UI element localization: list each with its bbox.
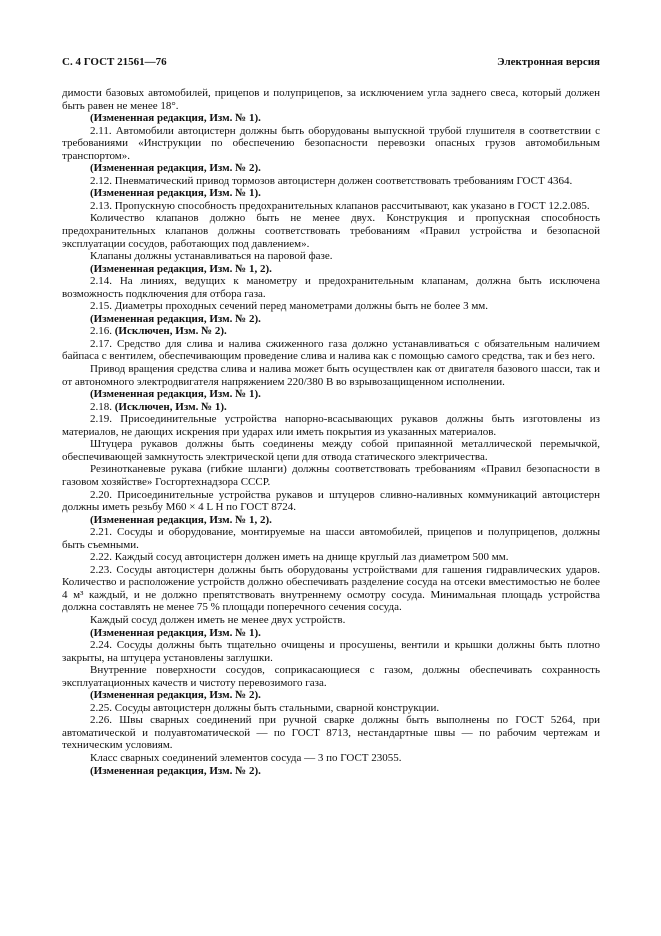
clause-paragraph: Класс сварных соединений элементов сосуда — 3 по ГОСТ 23055. bbox=[90, 751, 402, 764]
amendment-note: (Измененная редакция, Изм. № 1, 2). bbox=[90, 513, 272, 526]
clause-paragraph: 2.26. Швы сварных соединений при ручной сварке должны быть выполнены по ГОСТ 5264, при автоматической и полуавтоматической — по ГОСТ 8713, нестандартные швы — по рабочим чертежам и техническим условиям. bbox=[62, 714, 600, 752]
clause-paragraph: 2.25. Сосуды автоцистерн должны быть стальными, сварной конструкции. bbox=[90, 701, 440, 714]
exclusion-note: (Исключен, Изм. № 2). bbox=[114, 325, 227, 338]
excluded-clause bbox=[62, 325, 600, 338]
clause-paragraph: 2.22. Каждый сосуд автоцистерн должен иметь на днище круглый лаз диаметром 500 мм. bbox=[90, 551, 509, 564]
clause-paragraph: 2.17. Средство для слива и налива сжиженного газа должно устанавливаться с обязательным наличием байпаса с вентилем, обеспечивающим проведение слива и налива как с помощью самого средства, так и без него. bbox=[62, 337, 600, 363]
excluded-clause bbox=[62, 401, 600, 414]
clause-paragraph: 2.21. Сосуды и оборудование, монтируемые на шасси автомобилей, прицепов и полуприцепов, должны быть съемными. bbox=[62, 526, 600, 551]
amendment-note: (Измененная редакция, Изм. № 2). bbox=[90, 162, 261, 175]
clause-paragraph: 2.24. Сосуды должны быть тщательно очищены и просушены, вентили и крышки должны быть плотно закрыты, на штуцера установлены заглушки. bbox=[62, 639, 600, 664]
clause-paragraph: Штуцера рукавов должны быть соединены между собой припаянной металлической перемычкой, обеспечивающей замкнутость электрической цепи для отвода статического электричества. bbox=[62, 438, 600, 463]
amendment-note: (Измененная редакция, Изм. № 2). bbox=[90, 689, 261, 702]
clause-paragraph: Резинотканевые рукава (гибкие шланги) должны соответствовать требованиям «Правил безопасности в газовом хозяйстве» Госгортехнадзора СССР. bbox=[62, 463, 600, 488]
clause-number: 2.16. bbox=[90, 325, 115, 338]
amendment-note: (Измененная редакция, Изм. № 2). bbox=[90, 312, 261, 325]
clause-paragraph: Каждый сосуд должен иметь не менее двух устройств. bbox=[90, 613, 346, 626]
header-standard-ref: С. 4 ГОСТ 21561—76 bbox=[62, 56, 167, 68]
amendment-note: (Измененная редакция, Изм. № 1). bbox=[90, 388, 261, 401]
header-edition-label: Электронная версия bbox=[497, 56, 600, 68]
document-body bbox=[62, 87, 600, 777]
clause-paragraph: 2.15. Диаметры проходных сечений перед манометрами должны быть не более 3 мм. bbox=[90, 300, 488, 313]
clause-paragraph: Клапаны должны устанавливаться на паровой фазе. bbox=[90, 250, 333, 263]
clause-number: 2.18. bbox=[90, 400, 115, 413]
amendment-note: (Измененная редакция, Изм. № 1). bbox=[90, 112, 261, 125]
amendment-note: (Измененная редакция, Изм. № 1). bbox=[90, 626, 261, 639]
clause-paragraph: 2.23. Сосуды автоцистерн должны быть оборудованы устройствами для гашения гидравлических ударов. Количество и расположение устройств должно обеспечивать разделение сосуда на отсеки вместимостью не более 4 м³ каждый, и не должно препятствовать внутреннему осмотру сосуда. Минимальная площадь устройства должна составлять не менее 75 % площади поперечного сечения сосуда. bbox=[62, 563, 600, 614]
clause-paragraph: Привод вращения средства слива и налива может быть осуществлен как от двигателя базового шасси, так и от автономного электродвигателя напряжением 220/380 В во взрывозащищенном исполнении. bbox=[62, 363, 600, 388]
clause-paragraph: 2.12. Пневматический привод тормозов автоцистерн должен соответствовать требованиям ГОСТ 4364. bbox=[90, 174, 573, 187]
amendment-note: (Измененная редакция, Изм. № 1). bbox=[90, 187, 261, 200]
clause-paragraph: 2.20. Присоединительные устройства рукавов и штуцеров сливно-наливных коммуникаций автоцистерн должны иметь резьбу М60 × 4 L Н по ГОСТ 8724. bbox=[62, 488, 600, 514]
clause-paragraph: 2.11. Автомобили автоцистерн должны быть оборудованы выпускной трубой глушителя в соответствии с требованиями «Инструкции по обеспечению безопасности перевозки опасных грузов автомобильным транспортом». bbox=[62, 124, 600, 162]
clause-paragraph: Количество клапанов должно быть не менее двух. Конструкция и пропускная способность предохранительных клапанов должны соответствовать требованиям «Правил устройства и безопасной эксплуатации сосудов, работающих под давлением». bbox=[62, 212, 600, 250]
amendment-note: (Измененная редакция, Изм. № 2). bbox=[90, 764, 261, 777]
amendment-note: (Измененная редакция, Изм. № 1, 2). bbox=[90, 262, 272, 275]
clause-paragraph: 2.19. Присоединительные устройства напорно-всасывающих рукавов должны быть изготовлены из материалов, не дающих искрения при ударах или иметь покрытия из указанных материалов. bbox=[62, 413, 600, 438]
exclusion-note: (Исключен, Изм. № 1). bbox=[114, 400, 227, 413]
page-header bbox=[62, 56, 600, 68]
clause-paragraph: Внутренние поверхности сосудов, соприкасающиеся с газом, должны обеспечивать сохранность эксплуатационных качеств и чистоту перевозимого газа. bbox=[62, 664, 600, 689]
clause-paragraph: 2.13. Пропускную способность предохранительных клапанов рассчитывают, как указано в ГОСТ 12.2.085. bbox=[90, 199, 590, 212]
continuation-paragraph: димости базовых автомобилей, прицепов и полуприцепов, за исключением угла заднего свеса, который должен быть равен не менее 18°. bbox=[62, 87, 600, 112]
clause-paragraph: 2.14. На линиях, ведущих к манометру и предохранительным клапанам, должна быть исключена возможность подключения для отбора газа. bbox=[62, 275, 600, 300]
